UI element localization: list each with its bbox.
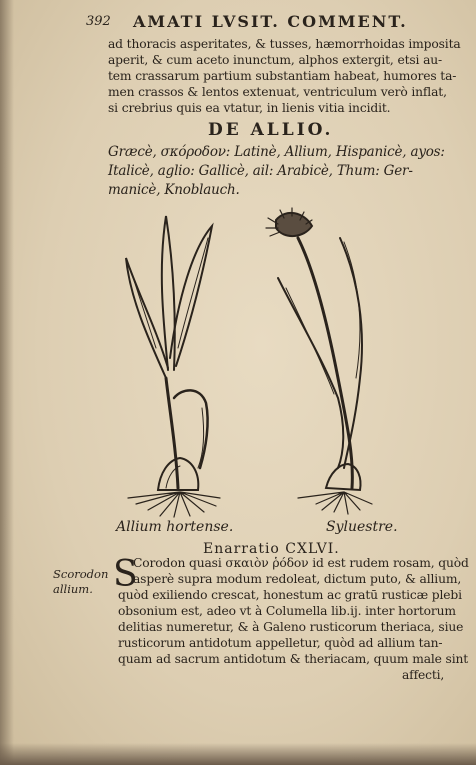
text-line: ad thoracis asperitates, & tusses, hæmorrhoidas imposita [108, 37, 461, 51]
caption-syluestre: Syluestre. [326, 519, 398, 535]
running-head: AMATI LVSIT. COMMENT. [133, 12, 408, 31]
text-line: tem crassarum partium substantiam habeat, humores ta- [108, 69, 457, 83]
text-line: si crebrius quis ea vtatur, in lienis vitia incidit. [108, 101, 391, 115]
caption-allium-hortense: Allium hortense. [116, 519, 234, 535]
margin-note [53, 567, 113, 597]
woodcut-illustration [108, 198, 448, 518]
allium-hortense-woodcut [126, 216, 220, 517]
enarratio-heading: Enarratio CXLVI. [203, 541, 340, 557]
allium-syluestre-woodcut [266, 208, 372, 514]
text-line: men crassos & lentos extenuat, ventriculum verò inflat, [108, 85, 447, 99]
names-line: manicè, Knoblauch. [108, 182, 240, 198]
margin-note-line: Scorodon [53, 567, 109, 581]
names-line: Græcè, σκόροδον: Latinè, Allium, Hispanicè, ayos: [108, 144, 445, 160]
text-line: rusticorum antidotum appelletur, quòd ad allium tan- [118, 636, 443, 650]
margin-note-line: allium. [53, 582, 93, 596]
page-bottom-edge [0, 743, 476, 765]
text-line: delitias numeretur, & à Galeno rusticorum theriaca, siue [118, 620, 464, 634]
gutter-shadow [0, 0, 14, 765]
text-line: affecti, [402, 668, 445, 682]
text-line: obsonium est, adeo vt à Columella lib.ij. inter hortorum [118, 604, 456, 618]
text-line: asperè supra modum redoleat, dictum puto, & allium, [133, 572, 462, 586]
names-line: Italicè, aglio: Gallicè, ail: Arabicè, Thum: Ger- [108, 163, 413, 179]
text-line: aperit, & cum aceto inunctum, alphos extergit, etsi au- [108, 53, 443, 67]
page-number: 392 [86, 14, 111, 29]
section-title: DE ALLIO. [208, 120, 334, 140]
drop-initial: S [113, 554, 138, 595]
text-line: quam ad sacrum antidotum & theriacam, quum male sint [118, 652, 469, 666]
text-line: quòd exiliendo crescat, honestum ac gratū rusticæ plebi [118, 588, 462, 602]
text-line: Corodon quasi σκαιὸν ῥόδον id est rudem rosam, quòd [133, 556, 469, 570]
